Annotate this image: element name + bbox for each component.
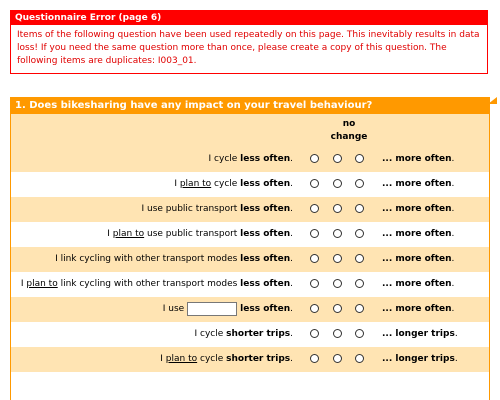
item-text: I use public transport bbox=[141, 204, 241, 214]
radio-button[interactable] bbox=[355, 279, 364, 288]
radio-button[interactable] bbox=[333, 329, 342, 338]
item-right-punct: . bbox=[451, 179, 455, 189]
item-row bbox=[11, 347, 489, 372]
item-bold: less often bbox=[240, 204, 291, 214]
item-punct: . bbox=[290, 154, 293, 164]
item-punct: . bbox=[290, 304, 293, 314]
radio-button[interactable] bbox=[333, 254, 342, 263]
item-text-mid: cycle bbox=[197, 354, 227, 364]
item-punct: . bbox=[290, 254, 293, 264]
item-right-punct: . bbox=[451, 229, 455, 239]
radio-button[interactable] bbox=[355, 304, 364, 313]
item-right-punct: . bbox=[454, 354, 458, 364]
radio-button[interactable] bbox=[333, 204, 342, 213]
item-right-label bbox=[382, 322, 458, 347]
item-left-label bbox=[55, 247, 293, 272]
radio-button[interactable] bbox=[310, 254, 319, 263]
item-bold: less often bbox=[240, 179, 291, 189]
item-right-bold: ... longer trips bbox=[382, 329, 455, 339]
item-punct: . bbox=[290, 329, 293, 339]
item-row bbox=[11, 222, 489, 247]
item-text: I bbox=[174, 179, 180, 189]
item-right-bold: ... more often bbox=[382, 304, 452, 314]
item-row bbox=[11, 247, 489, 272]
item-right-label bbox=[382, 197, 454, 222]
item-text: I cycle bbox=[194, 329, 227, 339]
item-right-bold: ... more often bbox=[382, 154, 452, 164]
question-title: 1. Does bikesharing have any impact on your travel behaviour? bbox=[11, 97, 489, 114]
item-underline: plan to bbox=[179, 179, 212, 189]
item-punct: . bbox=[290, 279, 293, 289]
item-punct: . bbox=[290, 204, 293, 214]
item-row bbox=[11, 172, 489, 197]
item-left-label bbox=[107, 222, 293, 247]
item-right-label bbox=[382, 172, 454, 197]
radio-button[interactable] bbox=[310, 229, 319, 238]
item-punct: . bbox=[290, 354, 293, 364]
item-row bbox=[11, 147, 489, 172]
radio-button[interactable] bbox=[310, 204, 319, 213]
item-underline: plan to bbox=[165, 354, 198, 364]
radio-button[interactable] bbox=[355, 179, 364, 188]
free-text-input[interactable] bbox=[187, 302, 237, 316]
item-bold: shorter trips bbox=[226, 329, 291, 339]
item-right-punct: . bbox=[451, 154, 455, 164]
item-right-bold: ... more often bbox=[382, 204, 452, 214]
item-text: I bbox=[160, 354, 166, 364]
item-left-label bbox=[209, 147, 293, 172]
item-text: I bbox=[20, 279, 27, 289]
item-punct: . bbox=[290, 179, 293, 189]
item-text: I use bbox=[162, 304, 185, 314]
item-left-label bbox=[163, 297, 293, 322]
radio-button[interactable] bbox=[310, 354, 319, 363]
radio-button[interactable] bbox=[355, 229, 364, 238]
item-right-punct: . bbox=[451, 279, 455, 289]
item-text-mid: cycle bbox=[211, 179, 241, 189]
item-row bbox=[11, 297, 489, 322]
item-right-label bbox=[382, 147, 454, 172]
radio-button[interactable] bbox=[333, 154, 342, 163]
item-text-mid: link cycling with other transport modes bbox=[57, 279, 241, 289]
item-right-label bbox=[382, 297, 454, 322]
item-left-label bbox=[174, 172, 293, 197]
radio-button[interactable] bbox=[310, 154, 319, 163]
item-bold: less often bbox=[240, 229, 291, 239]
radio-button[interactable] bbox=[355, 354, 364, 363]
error-message: Items of the following question have been used repeatedly on this page. This inevitably results in data loss! If you need the same question more than once, please create a copy of this question. The following items are duplicates: I003_01. bbox=[17, 30, 480, 66]
item-left-label bbox=[141, 197, 293, 222]
radio-button[interactable] bbox=[355, 154, 364, 163]
item-right-label bbox=[382, 247, 454, 272]
item-right-punct: . bbox=[451, 204, 455, 214]
item-right-punct: . bbox=[451, 304, 455, 314]
item-text: I link cycling with other transport modes bbox=[55, 254, 241, 264]
item-left-label bbox=[160, 347, 293, 372]
item-text-mid: use public transport bbox=[144, 229, 241, 239]
radio-button[interactable] bbox=[310, 279, 319, 288]
item-bold: shorter trips bbox=[226, 354, 291, 364]
item-punct: . bbox=[290, 229, 293, 239]
item-row bbox=[11, 197, 489, 222]
error-title: Questionnaire Error (page 6) bbox=[11, 11, 487, 25]
item-text: I cycle bbox=[208, 154, 241, 164]
radio-button[interactable] bbox=[310, 179, 319, 188]
item-bold: less often bbox=[240, 279, 291, 289]
item-right-bold: ... longer trips bbox=[382, 354, 455, 364]
item-row bbox=[11, 272, 489, 297]
radio-button[interactable] bbox=[333, 304, 342, 313]
radio-button[interactable] bbox=[355, 204, 364, 213]
item-right-label bbox=[382, 222, 454, 247]
scale-label-line2: change bbox=[330, 132, 368, 142]
radio-button[interactable] bbox=[333, 179, 342, 188]
item-right-punct: . bbox=[451, 254, 455, 264]
item-underline: plan to bbox=[112, 229, 145, 239]
radio-button[interactable] bbox=[333, 279, 342, 288]
item-right-label bbox=[382, 347, 458, 372]
item-right-bold: ... more often bbox=[382, 254, 452, 264]
radio-button[interactable] bbox=[310, 329, 319, 338]
error-box bbox=[10, 10, 488, 74]
item-left-label bbox=[194, 322, 293, 347]
scale-label-line1: no bbox=[342, 119, 356, 129]
radio-button[interactable] bbox=[310, 304, 319, 313]
item-right-punct: . bbox=[454, 329, 458, 339]
item-bold: less often bbox=[240, 304, 291, 314]
radio-button[interactable] bbox=[355, 329, 364, 338]
item-right-label bbox=[382, 272, 454, 297]
radio-button[interactable] bbox=[333, 229, 342, 238]
item-right-bold: ... more often bbox=[382, 279, 452, 289]
item-left-label bbox=[21, 272, 293, 297]
item-row bbox=[11, 322, 489, 347]
item-right-bold: ... more often bbox=[382, 179, 452, 189]
item-underline: plan to bbox=[26, 279, 58, 289]
item-bold: less often bbox=[240, 254, 291, 264]
radio-button[interactable] bbox=[333, 354, 342, 363]
item-bold: less often bbox=[240, 154, 291, 164]
radio-button[interactable] bbox=[355, 254, 364, 263]
question-box bbox=[10, 97, 490, 400]
scale-label-no-change bbox=[324, 118, 374, 144]
scale-header-row bbox=[11, 114, 489, 147]
item-text: I bbox=[107, 229, 113, 239]
item-right-bold: ... more often bbox=[382, 229, 452, 239]
